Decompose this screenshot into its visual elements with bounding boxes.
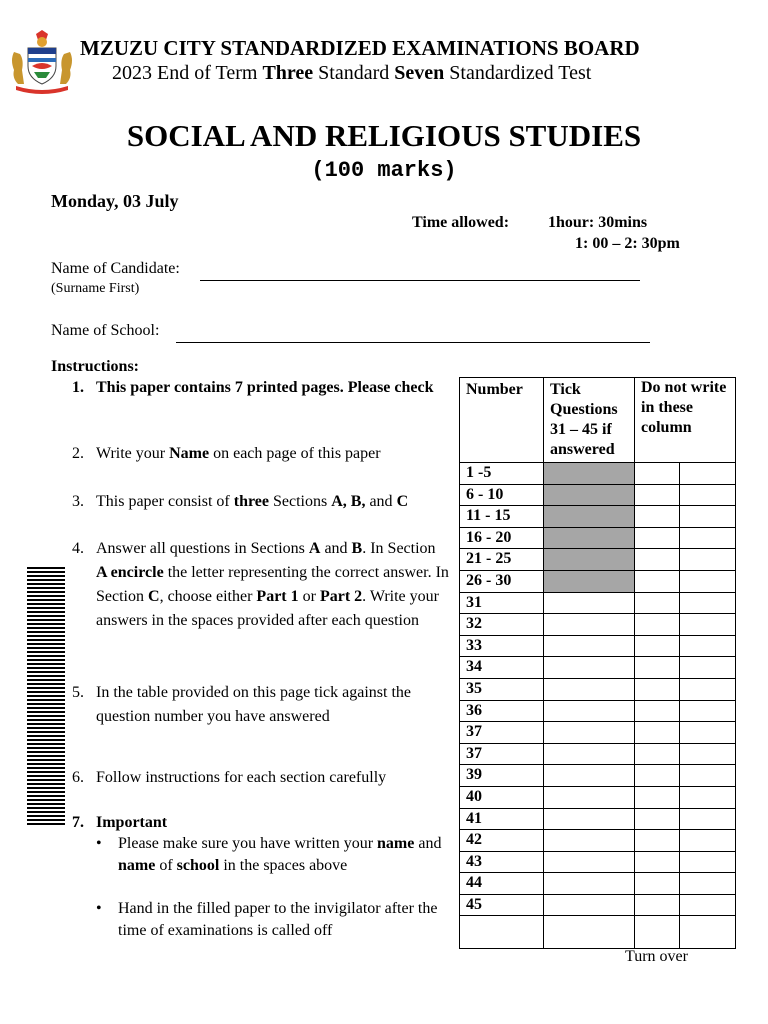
examiner-cell [635,549,680,571]
examiner-cell [635,484,680,506]
instruction-2 [72,442,450,466]
subject-title: SOCIAL AND RELIGIOUS STUDIES [126,118,642,153]
examiner-cell [680,678,736,700]
tick-cell[interactable] [544,743,635,765]
instruction-5 [72,681,450,729]
examiner-cell [635,916,680,949]
text-run: Please make sure you have written your [118,835,378,852]
tick-cell[interactable] [544,873,635,895]
table-row [460,851,736,873]
question-number-cell: 11 - 15 [460,506,544,528]
text-run-bold: B [351,540,363,557]
exam-date: Monday, 03 July [51,191,179,211]
table-row [460,894,736,916]
instruction-number: 6. [72,769,84,786]
instruction-text: In the table provided on this page tick against the question number you have answered [96,684,412,725]
text-run: . In Section [362,540,436,557]
candidate-name-field[interactable] [200,280,640,281]
question-number-cell: 39 [460,765,544,787]
instruction-number: 3. [72,493,84,510]
instruction-1 [72,376,450,400]
board-title: MZUZU CITY STANDARDIZED EXAMINATIONS BOARD [80,36,640,60]
bullet-icon: • [96,900,102,917]
test-title-part: Standard [313,62,395,84]
examiner-cell [680,506,736,528]
question-number-cell: 34 [460,657,544,679]
examiner-cell [680,570,736,592]
bullet-text [118,833,456,877]
instruction-text [96,442,450,466]
examiner-cell [680,765,736,787]
examiner-cell [635,743,680,765]
text-run: or [298,588,320,605]
text-run: Answer all questions in Sections [96,540,309,557]
text-run: of [155,857,177,874]
examiner-cell [680,463,736,485]
instruction-3 [72,490,450,514]
table-row [460,570,736,592]
question-number-cell: 41 [460,808,544,830]
test-title-part: 2023 End of Term [112,62,263,84]
instruction-number: 7. [72,814,84,831]
text-run: in the spaces above [219,857,348,874]
examiner-cell [680,527,736,549]
examiner-cell [635,678,680,700]
examiner-cell [635,830,680,852]
examiner-cell [635,851,680,873]
test-title-part: Standardized Test [444,62,592,84]
question-number-cell: 45 [460,894,544,916]
text-run-bold: A, B, [331,493,366,510]
tick-cell[interactable] [544,592,635,614]
text-run-bold: Name [169,445,210,462]
examiner-cell [680,916,736,949]
header-number: Number [460,378,544,463]
text-run: Write your [96,445,170,462]
question-number-cell: 43 [460,851,544,873]
examiner-cell [635,700,680,722]
table-row [460,549,736,571]
text-run-bold: C [148,588,160,605]
table-row [460,830,736,852]
examiner-cell [635,873,680,895]
question-number-cell: 16 - 20 [460,527,544,549]
examiner-cell [635,786,680,808]
important-bullet-2 [96,898,456,942]
question-number-cell: 26 - 30 [460,570,544,592]
examiner-cell [635,722,680,744]
tick-cell[interactable] [544,830,635,852]
text-run: . Write your answers in the spaces provided after each question [96,588,439,629]
examiner-cell [635,808,680,830]
table-row [460,786,736,808]
question-number-cell: 44 [460,873,544,895]
examiner-cell [680,635,736,657]
examiner-cell [680,851,736,873]
question-number-cell: 36 [460,700,544,722]
tick-cell [544,463,635,485]
coat-of-arms-logo [8,30,76,96]
examiner-cell [680,700,736,722]
table-row [460,873,736,895]
examiner-cell [635,635,680,657]
header-tick-questions: Tick Questions 31 – 45 if answered [544,378,635,463]
instruction-6 [72,766,450,790]
instruction-number: 5. [72,684,84,701]
tick-cell[interactable] [544,851,635,873]
instruction-7 [72,811,450,835]
tick-cell[interactable] [544,894,635,916]
table-row [460,916,736,949]
tick-cell[interactable] [544,722,635,744]
examiner-cell [680,808,736,830]
instruction-number: 1. [72,379,84,396]
school-name-label: Name of School: [51,322,160,339]
examiner-cell [635,657,680,679]
table-row [460,743,736,765]
tick-cell[interactable] [544,635,635,657]
table-row [460,678,736,700]
barcode-icon [27,567,65,827]
question-tick-table [459,377,736,949]
time-allowed-value: 1hour: 30mins [548,214,648,231]
time-allowed-label: Time allowed: [412,214,510,231]
examiner-cell [680,873,736,895]
text-run: , choose either [159,588,257,605]
text-run: Sections [269,493,332,510]
instruction-text: Follow instructions for each section carefully [96,769,387,786]
exam-time-range: 1: 00 – 2: 30pm [575,235,680,252]
examiner-cell [680,592,736,614]
tick-cell [544,484,635,506]
table-row [460,614,736,636]
table-row [460,527,736,549]
tick-cell [544,506,635,528]
examiner-cell [680,484,736,506]
table-row [460,765,736,787]
important-bullet-1 [96,833,456,877]
candidate-name-hint: (Surname First) [51,281,140,296]
tick-cell[interactable] [544,808,635,830]
instruction-text [96,537,450,633]
question-number-cell: 42 [460,830,544,852]
question-number-cell: 33 [460,635,544,657]
question-number-cell: 35 [460,678,544,700]
question-number-cell: 6 - 10 [460,484,544,506]
examiner-cell [680,614,736,636]
table-header-row [460,378,736,463]
text-run-bold: Part 2 [319,588,363,605]
test-title [112,62,591,85]
instruction-text [96,490,450,514]
examiner-cell [680,549,736,571]
question-number-cell: 40 [460,786,544,808]
table-row [460,635,736,657]
examiner-cell [635,894,680,916]
tick-cell[interactable] [544,700,635,722]
examiner-cell [680,722,736,744]
table-row [460,722,736,744]
tick-cell [544,570,635,592]
examiner-cell [680,830,736,852]
text-run: on each page of this paper [209,445,381,462]
test-term: Three [262,62,314,84]
text-run-bold: school [176,857,220,874]
examiner-cell [680,743,736,765]
examiner-cell [635,506,680,528]
tick-cell[interactable] [544,916,635,949]
table-row [460,463,736,485]
total-marks: (100 marks) [311,158,457,183]
tick-cell[interactable] [544,678,635,700]
text-run: the letter representing the correct answer. In Section [96,564,449,605]
tick-cell[interactable] [544,786,635,808]
tick-cell [544,527,635,549]
tick-cell[interactable] [544,765,635,787]
examiner-cell [680,657,736,679]
question-number-cell: 31 [460,592,544,614]
text-run: and [320,540,352,557]
question-number-cell: 21 - 25 [460,549,544,571]
question-number-cell: 1 -5 [460,463,544,485]
examiner-cell [680,894,736,916]
bullet-icon: • [96,835,102,852]
instruction-text: Important [96,814,168,831]
bullet-text: Hand in the filled paper to the invigilator after the time of examinations is called off [118,900,438,939]
text-run-bold: name [118,857,156,874]
examiner-cell [680,786,736,808]
table-row [460,484,736,506]
examiner-cell [635,592,680,614]
table-row [460,657,736,679]
examiner-cell [635,527,680,549]
text-run: and [365,493,397,510]
table-row [460,700,736,722]
instruction-text: This paper contains 7 printed pages. Please check [96,379,434,396]
candidate-name-label: Name of Candidate: [51,260,180,277]
text-run: and [414,835,442,852]
tick-cell[interactable] [544,614,635,636]
instruction-number: 2. [72,445,84,462]
table-row [460,592,736,614]
examiner-cell [635,614,680,636]
question-tick-table-body [460,378,736,949]
examiner-cell [635,570,680,592]
tick-cell [544,549,635,571]
text-run-bold: A encircle [96,564,164,581]
table-row [460,506,736,528]
turn-over-note: Turn over [625,948,688,965]
text-run-bold: Part 1 [256,588,299,605]
question-number-cell: 37 [460,722,544,744]
question-number-cell: 37 [460,743,544,765]
header-do-not-write: Do not write in these column [635,378,736,463]
school-name-field[interactable] [176,342,650,343]
text-run: This paper consist of [96,493,234,510]
text-run-bold: C [396,493,409,510]
table-row [460,808,736,830]
instruction-number: 4. [72,540,84,557]
text-run-bold: A [308,540,321,557]
question-number-cell [460,916,544,949]
text-run-bold: name [377,835,415,852]
instructions-title: Instructions: [51,358,140,375]
examiner-cell [635,463,680,485]
examiner-cell [635,765,680,787]
question-number-cell: 32 [460,614,544,636]
instruction-4 [72,537,450,633]
tick-cell[interactable] [544,657,635,679]
test-standard: Seven [394,62,445,84]
text-run-bold: three [233,493,269,510]
